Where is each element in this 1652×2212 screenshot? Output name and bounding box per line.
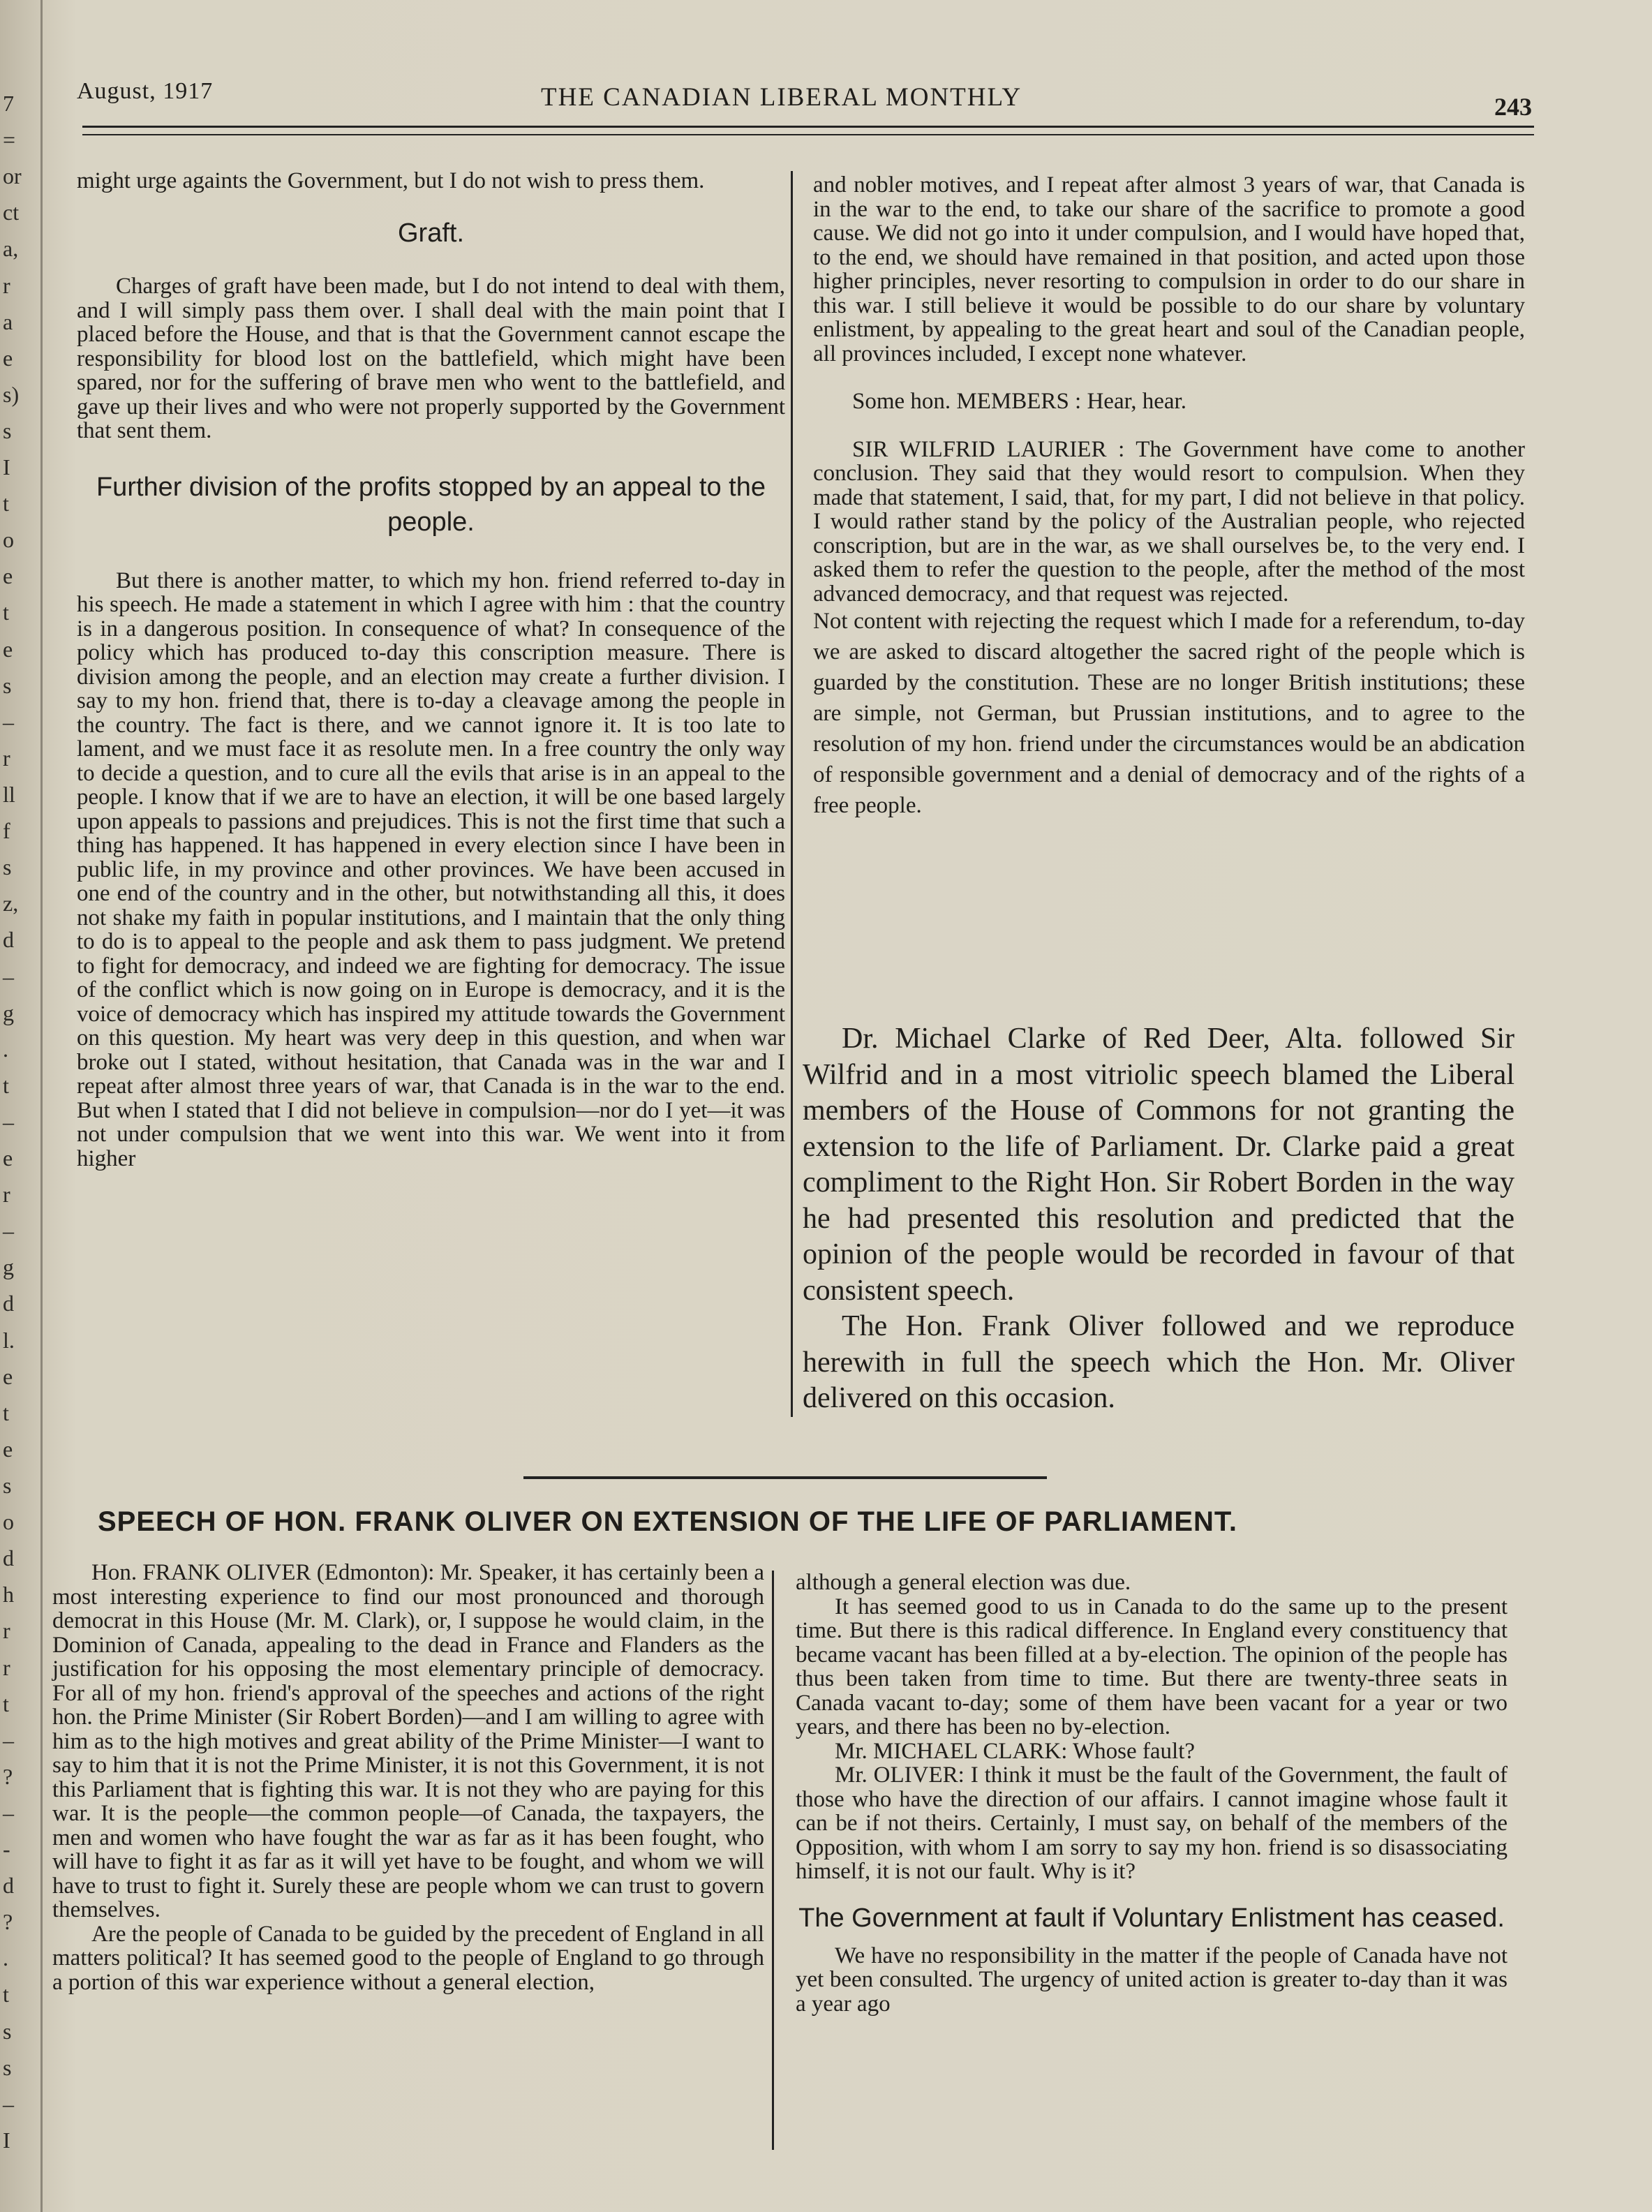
- margin-fragment: s: [3, 2054, 12, 2080]
- margin-fragment: e: [3, 1436, 13, 1462]
- paragraph: Are the people of Canada to be guided by the precedent of England in all matters political? It has seemed good to the people of England to go through a portion of this war experience without a general election,: [52, 1921, 764, 1995]
- section-heading: Further division of the profits stopped by an appeal to the people.: [96, 472, 766, 537]
- margin-fragment: –: [3, 1218, 14, 1244]
- page-header: [77, 78, 1532, 127]
- section-heading: Graft.: [397, 218, 465, 248]
- margin-fragment: d: [3, 1545, 14, 1571]
- margin-fragment: e: [3, 563, 13, 589]
- paragraph: and nobler motives, and I repeat after almost 3 years of war, that Canada is in the war to the end, to take our share of the sacrifice to promote a good cause. We did not go into it under compulsion, and I would have hoped that, to the end, we should have remained in that position, and acted upon those higher principles, never resorting to compulsion in order to do our share in this war. I still believe it would be possible to do our share by voluntary enlistment, by appealing to the great heart and soul of the Canadian people, all provinces included, I except none whatever.: [813, 172, 1525, 366]
- margin-fragment: f: [3, 818, 10, 844]
- paragraph: The Hon. Frank Oliver followed and we reproduce herewith in full the speech which the Hon. Mr. Oliver delivered on this occasion.: [803, 1310, 1515, 1414]
- margin-fragment: d: [3, 927, 14, 953]
- margin-fragment: s): [3, 381, 20, 407]
- editorial-note: [803, 1021, 1515, 1417]
- margin-fragment: –: [3, 708, 14, 734]
- page-number: 243: [1494, 93, 1532, 121]
- section-separator: [523, 1476, 1047, 1479]
- issue-date: August, 1917: [77, 78, 214, 104]
- margin-fragment: r: [3, 1182, 10, 1208]
- margin-fragment: e: [3, 1145, 13, 1171]
- paragraph: Mr. MICHAEL CLARK: Whose fault?: [835, 1738, 1196, 1764]
- margin-fragment: –: [3, 1727, 14, 1753]
- margin-fragment: .: [3, 1036, 8, 1062]
- section-heading: The Government at fault if Voluntary Enlistment has ceased.: [798, 1903, 1505, 1933]
- speech-title: SPEECH OF HON. FRANK OLIVER ON EXTENSION OF THE LIFE OF PARLIAMENT.: [98, 1506, 1237, 1537]
- margin-fragment: t: [3, 1691, 9, 1716]
- margin-fragment: r: [3, 1654, 10, 1680]
- margin-fragment: t: [3, 491, 9, 517]
- article-column-left: [77, 169, 785, 1171]
- margin-fragment: e: [3, 636, 13, 662]
- margin-fragment: o: [3, 527, 14, 553]
- margin-fragment: s: [3, 1473, 12, 1498]
- margin-fragment: e: [3, 1363, 13, 1389]
- margin-fragment: I: [3, 454, 10, 480]
- margin-fragment: =: [3, 127, 16, 153]
- column-divider: [791, 171, 793, 1417]
- margin-fragment: z,: [3, 891, 19, 916]
- margin-fragment: a,: [3, 236, 19, 262]
- paragraph: But there is another matter, to which my hon. friend referred to-day in his speech. He made a statement in which I agree with him : that the country is in a dangerous position. In consequence of what? In consequence of the policy which has produced to-day this conscription measure. There is division among the people, and an election may create a further division. I say to my hon. friend that, there is to-day a cleavage among the people in the country. The fact is there, and we cannot ignore it. It is too late to lament, and we must face it as resolute men. In a free country the only way to decide a question, and to cure all the evils that arise is in an appeal to the people. I know that if we are to have an election, it will be one based largely upon appeals to passions and prejudices. This is not the first time that such a thing has happened. It has happened in every election since I have been in public life, in my province and other provinces. We have been accused in one end of the country and in the other, but notwithstanding all this, it does not shake my faith in popular institutions, and I maintain that the only thing to do is to appeal to the people and ask them to pass judgment. We pretend to fight for democracy, and indeed we are fighting for democracy. The issue of the conflict which is now going on in Europe is democracy, and it is the voice of democracy which has inspired my attitude towards the Government on this question. My heart was very deep in this question, and when war broke out I stated, without hesitation, that Canada was in the war and I repeat after almost three years of war, that Canada is in the war to the end. But when I stated that I did not believe in compulsion—nor do I yet—it was not under compulsion that we went into this war. We went into it from higher: [77, 567, 785, 1171]
- margin-fragment: t: [3, 600, 9, 625]
- margin-fragment: g: [3, 1254, 14, 1280]
- paragraph: Charges of graft have been made, but I do not intend to deal with them, and I will simply pass them over. I shall deal with the main point that I placed before the House, and that is that the Government cannot escape the responsibility for blood lost on the battlefield, which might have been spared, nor for the suffering of brave men who went to the battlefield, and gave up their lives and who were not properly supported by the Government that sent them.: [77, 274, 785, 443]
- paragraph: Dr. Michael Clarke of Red Deer, Alta. followed Sir Wilfrid and in a most vitriolic speech blamed the Liberal members of the House of Commons for not granting the extension to the life of Parliament. Dr. Clarke paid a great compliment to the Right Hon. Sir Robert Borden in the way he had presented this resolution and predicted that the opinion of the people would be recorded in favour of that consistent speech.: [803, 1023, 1515, 1307]
- margin-fragment: .: [3, 1945, 8, 1971]
- margin-fragment: s: [3, 854, 12, 880]
- margin-fragment: r: [3, 745, 10, 771]
- margin-fragment: -: [3, 1836, 10, 1862]
- paragraph: Some hon. MEMBERS : Hear, hear.: [852, 389, 1186, 414]
- margin-fragment: I: [3, 2127, 10, 2153]
- margin-fragment: t: [3, 1072, 9, 1098]
- margin-fragment: d: [3, 1873, 14, 1899]
- margin-fragment: t: [3, 1982, 9, 2007]
- paragraph: although a general election was due.: [796, 1570, 1131, 1595]
- publication-title: THE CANADIAN LIBERAL MONTHLY: [541, 83, 1022, 112]
- margin-fragment: o: [3, 1509, 14, 1535]
- paragraph: Mr. OLIVER: I think it must be the fault of the Government, the fault of those who have the direction of our affairs. I cannot imagine whose fault it can be if not theirs. Certainly, I must say, on behalf of the members of the Opposition, with whom I am sorry to say my hon. friend is so disassociating himself, it is not our fault. Why is it?: [796, 1762, 1508, 1884]
- margin-fragment: g: [3, 1000, 14, 1025]
- paragraph: We have no responsibility in the matter if the people of Canada have not yet been consulted. The urgency of united action is greater to-day than it was a year ago: [796, 1943, 1508, 2017]
- margin-fragment: or: [3, 163, 22, 189]
- article-column-right: [813, 173, 1525, 821]
- binding-gutter: [40, 0, 43, 2212]
- margin-fragment: –: [3, 1108, 14, 1134]
- paragraph: might urge againts the Government, but I do not wish to press them.: [77, 168, 705, 193]
- speech-column-left: [52, 1561, 764, 1994]
- margin-fragment: e: [3, 345, 13, 371]
- paragraph: It has seemed good to us in Canada to do the same up to the present time. But there is this radical difference. In England every constituency that became vacant has been filled at a by-election. The opinion of the people has thus been taken from time to time. But there are twenty-three seats in Canada vacant to-day; some of them have been vacant for a year or two years, and there has been no by-election.: [796, 1594, 1508, 1739]
- margin-fragment: –: [3, 2091, 14, 2116]
- paragraph: SIR WILFRID LAURIER : The Government have come to another conclusion. They said that they would resort to compulsion. When they made that statement, I said, that, for my part, I did not believe in that policy. I would rather stand by the policy of the Australian people, who rejected conscription, but are in the war, as we shall ourselves be, to the very end. I asked them to refer the question to the people, after the method of the most advanced democracy, and that request was rejected.: [813, 436, 1525, 607]
- margin-fragment: s: [3, 417, 12, 443]
- margin-fragment: a: [3, 309, 13, 334]
- speech-column-right: [796, 1571, 1508, 2016]
- margin-fragment: 7: [3, 91, 14, 116]
- margin-fragment: r: [3, 272, 10, 298]
- margin-fragment: s: [3, 2018, 12, 2044]
- margin-fragment: s: [3, 672, 12, 698]
- paragraph: Hon. FRANK OLIVER (Edmonton): Mr. Speaker, it has certainly been a most interesting experience to find our most pronounced and thorough democrat in this House (Mr. M. Clark), or, I suppose he would claim, in the Dominion of Canada, appealing to the dead in France and Flanders as the justification for his opposing the most elementary principle of democracy. For all of my hon. friend's approval of the speeches and actions of the right hon. the Prime Minister (Sir Robert Borden)—and I am willing to agree with him as to the high motives and great ability of the Prime Minister—I want to say to him that it is not the Prime Minister, it is not this Government, it is not this Parliament that is fighting this war. It is not they who are paying for this war. It is the people—the common people—of Canada, the taxpayers, the men and women who have fought the war as far as it has been fought, who will have to fight it as far as it will yet have to be fought, and whom we will have to trust to fight it. Surely these are people whom we can trust to govern themselves.: [52, 1560, 764, 1922]
- margin-fragment: –: [3, 963, 14, 989]
- margin-fragment: ?: [3, 1763, 13, 1789]
- speech-column-divider: [772, 1571, 774, 2150]
- margin-fragment: t: [3, 1400, 9, 1425]
- margin-fragment: –: [3, 1799, 14, 1825]
- margin-fragment: d: [3, 1291, 14, 1316]
- margin-fragment: ll: [3, 782, 15, 807]
- header-rule-bottom: [82, 134, 1534, 135]
- margin-fragment: ct: [3, 200, 20, 225]
- header-rule-top: [82, 126, 1534, 128]
- margin-fragment: ?: [3, 1909, 13, 1935]
- margin-fragment: r: [3, 1618, 10, 1644]
- margin-fragment: l.: [3, 1327, 15, 1353]
- paragraph: Not content with rejecting the request which I made for a referendum, to-day we are asked to discard altogether the sacred right of the people which is guarded by the constitution. These are no longer British institutions; these are simple, not German, but Prussian institutions, and to agree to the resolution of my hon. friend under the circumstances would be an abdication of responsible government and a denial of democracy and of the rights of a free people.: [813, 609, 1525, 818]
- margin-fragment: h: [3, 1582, 14, 1608]
